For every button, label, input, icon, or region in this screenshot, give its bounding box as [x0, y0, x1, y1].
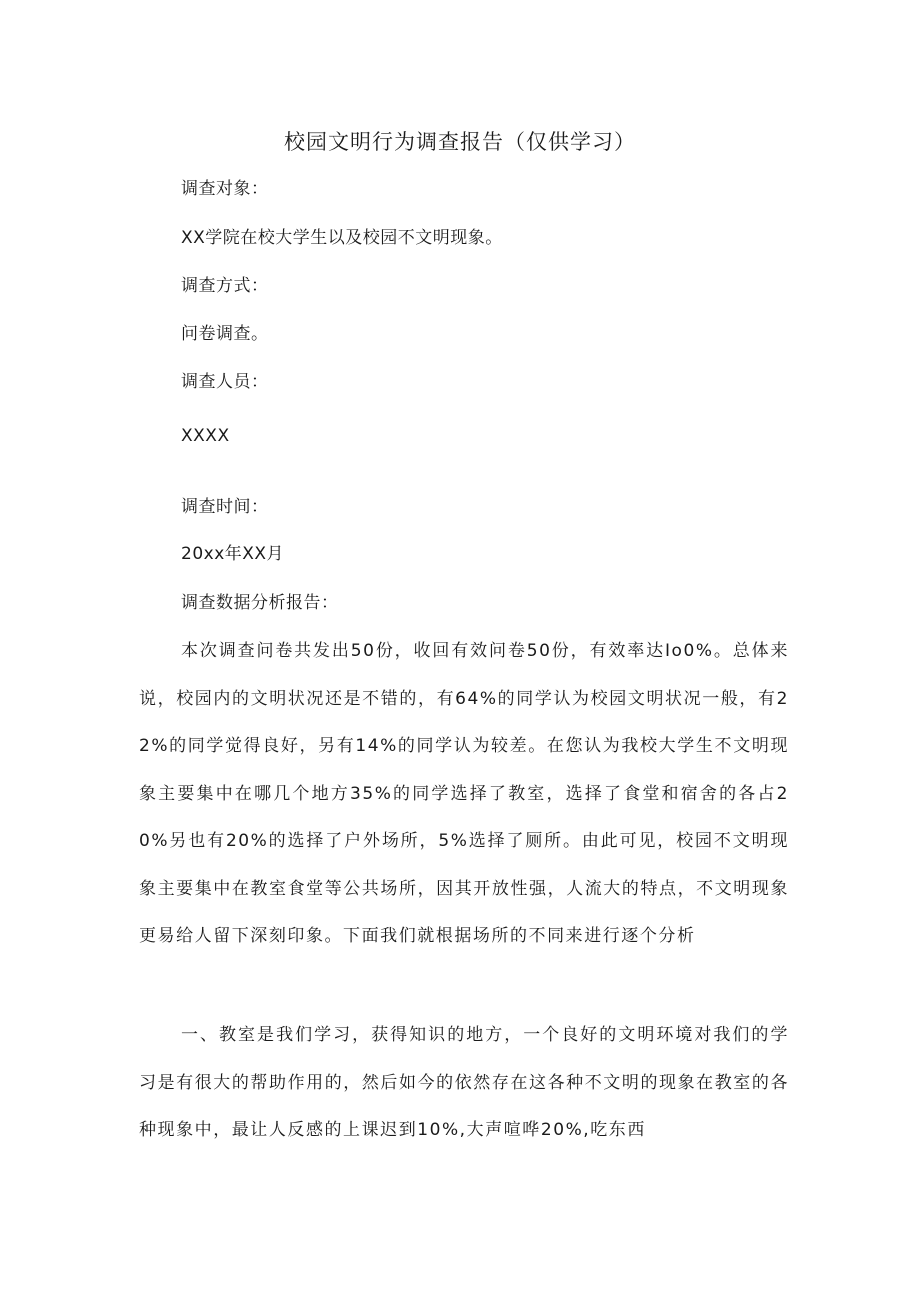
- survey-staff-label: 调查人员：: [181, 372, 269, 392]
- survey-method-label: 调查方式：: [181, 276, 269, 296]
- survey-subject-label: 调查对象：: [181, 179, 269, 199]
- survey-method-value: 问卷调查。: [181, 324, 269, 344]
- survey-staff-value: XXXX: [181, 426, 230, 446]
- analysis-heading: 调查数据分析报告：: [181, 593, 339, 613]
- survey-time-value: 20xx年XX月: [181, 544, 285, 564]
- analysis-paragraph-summary: 本次调查问卷共发出50份，收回有效问卷50份，有效率达Io0%。总体来说，校园内的文明状况还是不错的，有64%的同学认为校园文明状况一般，有22%的同学觉得良好，另有14%的同学认为较差。在您认为我校大学生不文明现象主要集中在哪几个地方35%的同学选择了教室，选择了食堂和宿舍的各占20%另也有20%的选择了户外场所，5%选择了厕所。由此可见，校园不文明现象主要集中在教室食堂等公共场所，因其开放性强，人流大的特点，不文明现象更易给人留下深刻印象。下面我们就根据场所的不同来进行逐个分析: [139, 641, 789, 946]
- page-title: 校园文明行为调查报告（仅供学习）: [284, 130, 636, 154]
- analysis-paragraph-classroom: 一、教室是我们学习，获得知识的地方，一个良好的文明环境对我们的学习是有很大的帮助作用的，然后如今的依然存在这各种不文明的现象在教室的各种现象中，最让人反感的上课迟到10%,大声喧哗20%,吃东西: [139, 1025, 789, 1140]
- survey-time-label: 调查时间：: [181, 497, 269, 517]
- survey-subject-value: XX学院在校大学生以及校园不文明现象。: [181, 228, 503, 248]
